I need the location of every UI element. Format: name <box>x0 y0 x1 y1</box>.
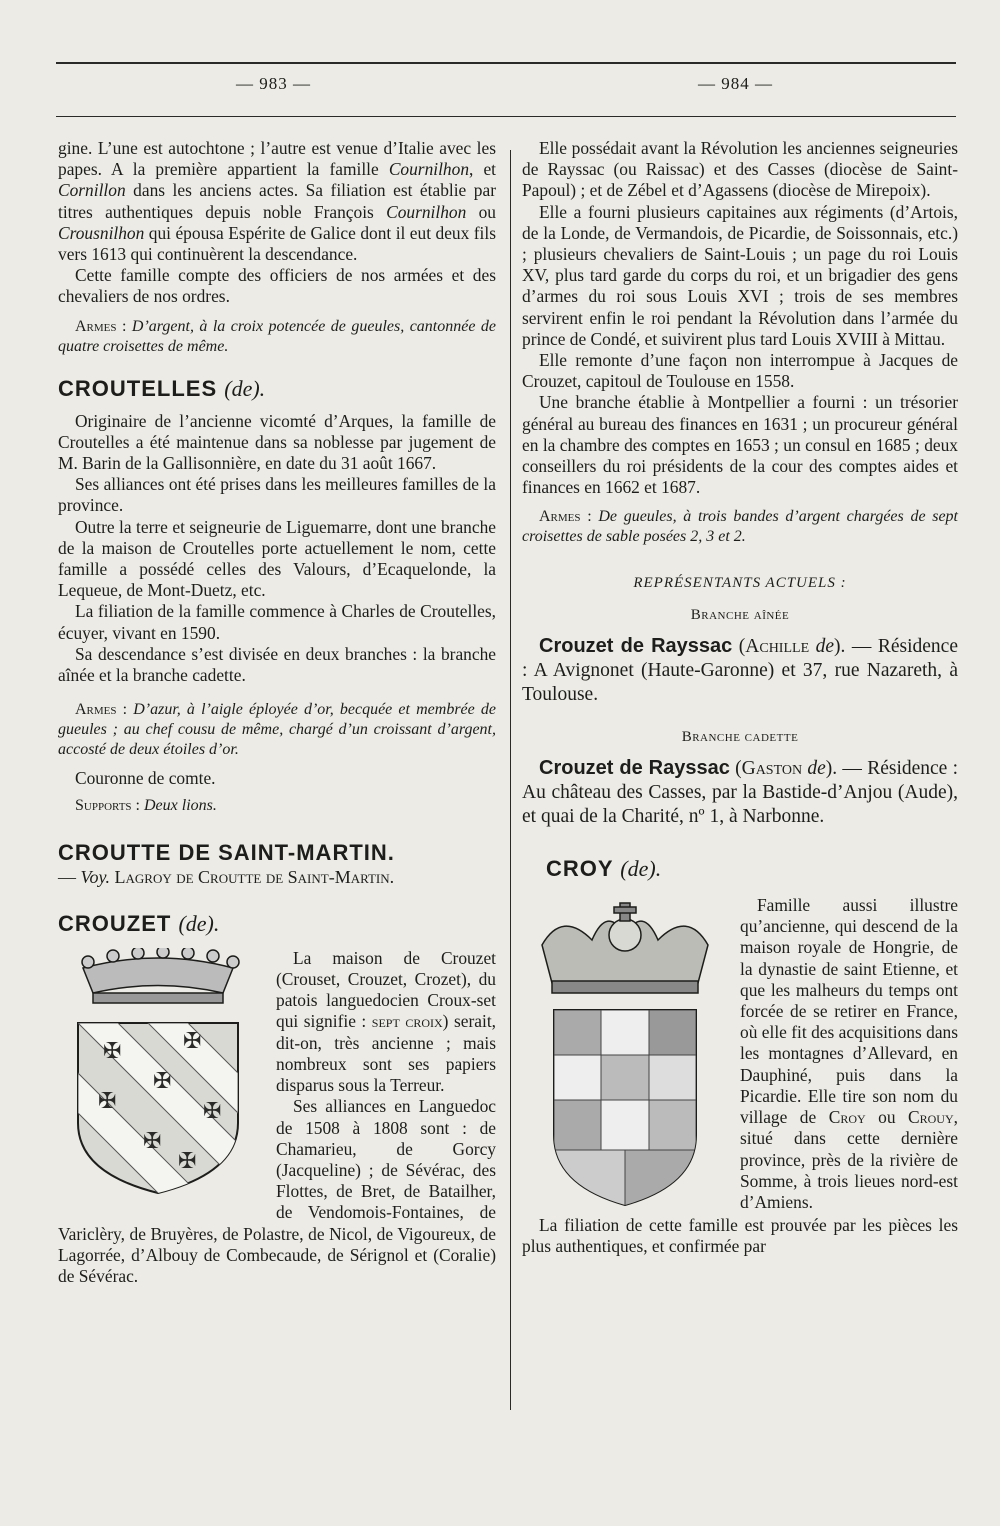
header-rule <box>56 116 956 117</box>
right-column <box>522 138 958 1257</box>
page-number-left: — 983 — <box>236 74 311 93</box>
branch-label-elder: Branche aînée <box>690 606 790 623</box>
svg-text:✠: ✠ <box>153 1067 172 1093</box>
entry-heading-crouzet: CROUZET (de). <box>58 910 220 936</box>
svg-text:✠: ✠ <box>203 1097 222 1123</box>
paragraph: Elle possédait avant la Révolution les anciennes seigneuries de Rayssac (ou Raissac) et des Casses (diocèse de Saint-Papoul) ; et de Zébel et d’Agassens (diocèse de Mirepoix). <box>522 138 958 201</box>
paragraph: Sa descendance s’est divisée en deux branches : la branche aînée et la branche cadette. <box>58 643 496 686</box>
entry-heading-croutelles: CROUTELLES (de). <box>58 375 266 401</box>
branch-label-younger: Branche cadette <box>681 728 799 745</box>
paragraph: La filiation de cette famille est prouvée par les pièces les plus authentiques, et confirmée par <box>522 1215 958 1257</box>
representatives-heading: REPRÉSENTANTS ACTUELS : <box>633 575 847 592</box>
crouzet-coat-of-arms <box>58 948 268 1208</box>
svg-text:✠: ✠ <box>183 1027 202 1053</box>
paragraph: Elle remonte d’une façon non interrompue à Jacques de Crouzet, capitoul de Toulouse en 1558. <box>522 350 958 392</box>
arms-blazon: Armes : D’azur, à l’aigle éployée d’or, becquée et membrée de gueules ; au chef cousu de même, chargé d’un croissant d’argent, accosté de deux étoiles d’or. <box>58 701 496 759</box>
top-rule <box>56 62 956 64</box>
paragraph: Une branche établie à Montpellier a fourni : un trésorier général au bureau des finances en 1631 ; un procureur général en la chambre des comptes en 1653 ; un consul en 1685 ; deux conseillers du roi présidents de la cour des comptes aides et finances en 1662 et 1687. <box>522 392 958 498</box>
svg-text:✠: ✠ <box>143 1127 162 1153</box>
representative-entry: Crouzet de Rayssac (Gaston de). — Résidence : Au château des Casses, par la Bastide-d’Anjou (Aude), et quai de la Charité, nº 1, à Narbonne. <box>522 757 959 828</box>
svg-text:✠: ✠ <box>178 1147 197 1173</box>
paragraph: Outre la terre et seigneurie de Liguemarre, dont une branche de la maison de Croutelles porte actuellement le nom, cette famille a possédé celles des Valours, d’Ecaquelonde, la Lequeue, de Mont-Duetz, etc. <box>58 516 496 601</box>
paragraph: Famille aussi illustre qu’ancienne, qui descend de la maison royale de Hongrie, de la dynastie de saint Etienne, et que les malheurs du temps ont forcée de se retirer en France, où elle fit des acquisitions dans les montagnes d’Allevard, en Dauphiné, puis dans la Picardie. Elle tire son nom du village de Croy ou Crouy, situé dans cette dernière province, près de la rivière de Somme, à trois lieues nord-est d’Amiens. <box>740 895 958 1212</box>
entry-heading-croutte: CROUTTE DE SAINT-MARTIN. <box>58 839 395 865</box>
paragraph: Originaire de l’ancienne vicomté d’Arques, la famille de Croutelles a été maintenue dans sa noblesse par jugement de M. Barin de la Gallisonnière, en date du 31 août 1667. <box>58 410 496 474</box>
page-number-right: — 984 — <box>698 74 773 93</box>
paragraph: La maison de Crouzet (Crouset, Crouzet, Crozet), du patois languedocien Croux-set qui signifie : sept croix) serait, dit-on, très ancienne ; mais nombreux sont ses papiers disparus sous la Terreur. <box>276 947 496 1096</box>
croy-coat-of-arms <box>522 895 734 1215</box>
arms-blazon: Armes : De gueules, à trois bandes d’argent chargées de sept croisettes de sable posées 2, 3 et 2. <box>522 508 958 546</box>
paragraph: Elle a fourni plusieurs capitaines aux régiments (d’Artois, de la Londe, de Vermandois, de Picardie, de Soissonnais, etc.) ; plusieurs chevaliers de Saint-Louis ; un page du roi Louis XV, plus tard garde du corps du roi, et un brigadier des gens d’armes du roi sous Louis XVI ; trois de ses membres servirent enfin le roi pendant la Révolution dans l’armée du prince de Condé, et suivirent plus tard Louis XVIII à Mittau. <box>522 201 958 349</box>
svg-text:✠: ✠ <box>103 1037 122 1063</box>
paragraph: Cette famille compte des officiers de nos armées et des chevaliers de nos ordres. <box>58 265 496 307</box>
paragraph: Ses alliances en Languedoc de 1508 à 1808 sont : de Chamarieu, de Gorcy (Jacqueline) ; de Sévérac, des Flottes, de Bret, de Batailher, de Vendomois-Fontaines, de Variclèry, de Bruyères, de Polastre, de Nicol, de Vigoureux, de Lagorrée, d’Albouy de Combecaude, de Sérignol et (Coralie) de Sévérac. <box>58 1096 496 1286</box>
cross-reference: — Voy. Lagroy de Croutte de Saint-Martin. <box>58 866 395 887</box>
supports: Supports : Deux lions. <box>75 797 217 815</box>
svg-text:✠: ✠ <box>98 1087 117 1113</box>
left-column <box>58 138 496 1287</box>
column-divider <box>510 150 511 1410</box>
coat-of-arms-icon <box>522 895 728 1210</box>
paragraph: La filiation de la famille commence à Charles de Croutelles, écuyer, vivant en 1590. <box>58 601 496 643</box>
paragraph: Couronne de comte. <box>75 768 216 789</box>
coat-of-arms-icon <box>58 948 258 1198</box>
representative-entry: Crouzet de Rayssac (Achille de). — Résidence : A Avignonet (Haute-Garonne) et 37, rue Nazareth, à Toulouse. <box>522 634 958 705</box>
paragraph: gine. L’une est autochtone ; l’autre est venue d’Italie avec les papes. A la première appartient la famille Cournilhon, et Cornillon dans les anciens actes. Sa filiation est établie par titres authentiques depuis noble François Cournilhon ou Crousnilhon qui épousa Espérite de Galice dont il eut deux fils vers 1613 qui continuèrent la descendance. <box>58 138 496 265</box>
arms-blazon: Armes : D’argent, à la croix potencée de gueules, cantonnée de quatre croisettes de même. <box>58 317 497 355</box>
paragraph: Ses alliances ont été prises dans les meilleures familles de la province. <box>58 474 496 516</box>
entry-heading-croy: CROY (de). <box>546 856 662 882</box>
